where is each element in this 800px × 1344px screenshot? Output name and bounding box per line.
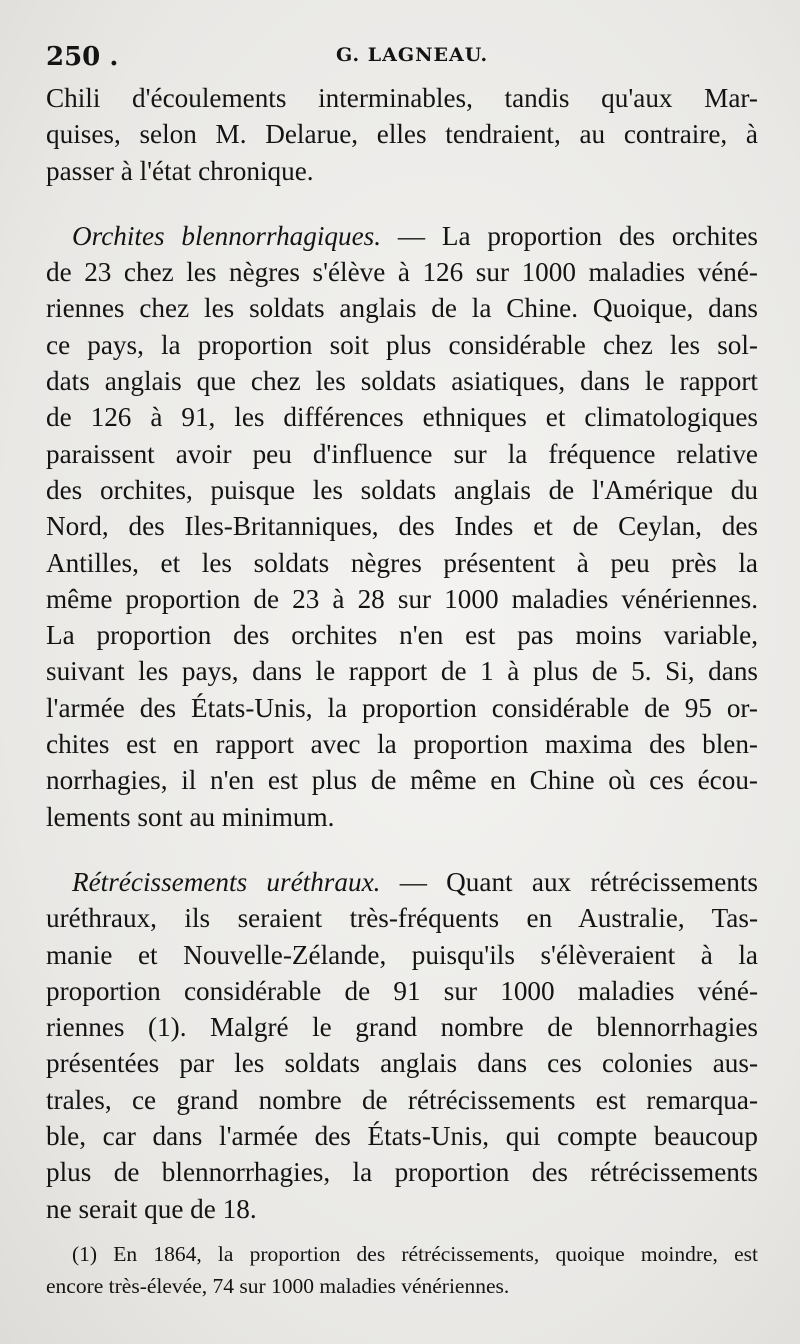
paragraph-gap — [46, 835, 758, 864]
text-line: suivant les pays, dans le rapport de 1 à plus de 5. Si, dans — [46, 656, 758, 687]
body-text — [46, 80, 758, 1227]
text-fragment: — Quant aux rétrécissements — [380, 866, 758, 897]
text-line: ce pays, la proportion soit plus considérable chez les sol- — [46, 329, 758, 360]
text-line: ble, car dans l'armée des États-Unis, qui compte beaucoup — [46, 1121, 758, 1152]
text-line: plus de blennorrhagies, la proportion des rétrécissements — [46, 1157, 758, 1188]
text-line: Nord, des Iles-Britanniques, des Indes et de Ceylan, des — [46, 511, 758, 542]
text-line: chites est en rapport avec la proportion maxima des blen- — [46, 729, 758, 760]
text-line — [46, 218, 758, 254]
paragraph-gap — [46, 189, 758, 218]
paragraph-orchites — [46, 218, 758, 835]
text-fragment: — La proportion des orchites — [381, 220, 758, 251]
text-line: riennes (1). Malgré le grand nombre de blennorrhagies — [46, 1012, 758, 1043]
text-line: Chili d'écoulements interminables, tandis qu'aux Mar- — [46, 83, 758, 113]
text-line: paraissent avoir peu d'influence sur la fréquence relative — [46, 438, 758, 469]
text-line: dats anglais que chez les soldats asiatiques, dans le rapport — [46, 366, 758, 397]
paragraph-retrecissements — [46, 864, 758, 1227]
text-line: des orchites, puisque les soldats anglais de l'Amérique du — [46, 474, 758, 505]
section-heading: Orchites blennorrhagiques. — [72, 220, 382, 251]
running-head: G. LAGNEAU. — [336, 44, 489, 66]
text-line: trales, ce grand nombre de rétrécissements est remarqua- — [46, 1084, 758, 1115]
text-line: proportion considérable de 91 sur 1000 maladies véné- — [46, 975, 758, 1006]
text-line: présentées par les soldats anglais dans ces colonies aus- — [46, 1048, 758, 1079]
text-line: de 23 chez les nègres s'élève à 126 sur 1000 maladies véné- — [46, 257, 758, 288]
text-line: uréthraux, ils seraient très-fréquents en Australie, Tas- — [46, 903, 758, 934]
text-line: Antilles, et les soldats nègres présentent à peu près la — [46, 547, 758, 578]
footnote-line: (1) En 1864, la proportion des rétrécissements, quoique moindre, est — [72, 1242, 758, 1266]
section-heading: Rétrécissements uréthraux. — [72, 866, 381, 897]
text-line: quises, selon M. Delarue, elles tendraient, au contraire, à — [46, 119, 758, 150]
text-line: de 126 à 91, les différences ethniques et climatologiques — [46, 402, 758, 433]
text-line — [46, 864, 758, 900]
page-header — [46, 38, 754, 74]
text-line: manie et Nouvelle-Zélande, puisqu'ils s'élèveraient à la — [46, 939, 758, 970]
footnote-line: encore très-élevée, 74 sur 1000 maladies vénériennes. — [46, 1274, 510, 1298]
text-line: norrhagies, il n'en est plus de même en Chine où ces écou- — [46, 765, 758, 796]
page-number: 250 . — [46, 42, 119, 72]
footnote — [46, 1238, 758, 1302]
text-line: l'armée des États-Unis, la proportion considérable de 95 or- — [46, 692, 758, 723]
text-line: même proportion de 23 à 28 sur 1000 maladies vénériennes. — [46, 583, 758, 614]
text-line: ne serait que de 18. — [46, 1193, 257, 1224]
text-line: lements sont au minimum. — [46, 801, 335, 832]
text-line: La proportion des orchites n'en est pas moins variable, — [46, 620, 758, 651]
text-line: riennes chez les soldats anglais de la Chine. Quoique, dans — [46, 293, 758, 324]
text-line: passer à l'état chronique. — [46, 155, 314, 186]
paragraph-continuation — [46, 80, 758, 189]
